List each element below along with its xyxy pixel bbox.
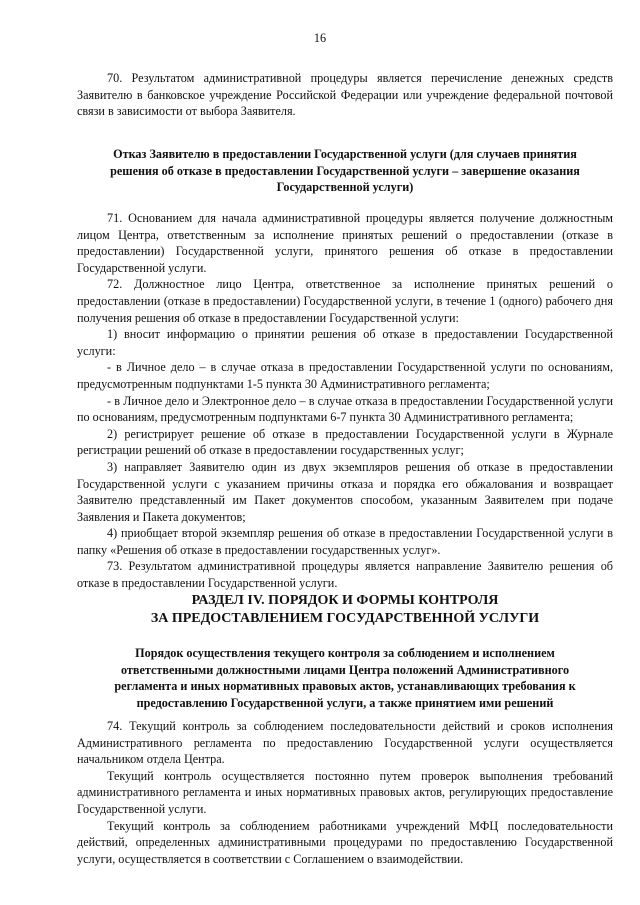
section-title-block: [77, 592, 613, 627]
section-title-line-1: РАЗДЕЛ IV. ПОРЯДОК И ФОРМЫ КОНТРОЛЯ: [191, 593, 499, 608]
heading-control-block: [92, 645, 598, 711]
paragraph-71: 71. Основанием для начала административной процедуры является получение должностным лицом Центра, ответственным за исполнение принятых решений о предоставлении (отказе в предоставлении) Государственной услуги, принятого решения об отказе в предоставлении Государственной услуги.: [77, 211, 613, 275]
heading-refusal-block: [100, 146, 590, 196]
paragraph-73: 73. Результатом административной процедуры является направление Заявителю решения об отказе в предоставлении Государственной услуги.: [77, 559, 613, 591]
paragraph-74-c: Текущий контроль за соблюдением работниками учреждений МФЦ последовательности действий, определенных административными процедурами по предоставлению Государственной услуги, осуществляется в соответствии с Соглашением о взаимодействии.: [77, 818, 613, 866]
paragraph-74-block: [77, 718, 613, 867]
paragraph-72-item-1a: - в Личное дело – в случае отказа в предоставлении Государственной услуги по основаниям, предусмотренным подпунктами 1-5 пункта 30 Административного регламента;: [77, 360, 613, 391]
paragraph-74: 74. Текущий контроль за соблюдением последовательности действий и сроков исполнения Административного регламента по предоставлению Государственной услуги осуществляется начальником отдела Центра.: [77, 719, 613, 767]
paragraph-72-item-3: 3) направляет Заявителю один из двух экземпляров решения об отказе в предоставлении Государственной услуги с указанием причины отказа и порядка его обжалования и возвращает Заявителю представленный им Пакет документов способом, указанным Заявителем при подаче Заявления и Пакета документов;: [77, 459, 613, 524]
heading-refusal: Отказ Заявителю в предоставлении Государственной услуги (для случаев принятия решения об отказе в предоставлении Государственной услуги – завершение оказания Государственной услуги): [110, 147, 580, 195]
paragraphs-71-73-block: [77, 210, 613, 592]
page-number: 16: [313, 31, 327, 45]
paragraph-70: 70. Результатом административной процедуры является перечисление денежных средств Заявителю в банковское учреждение Российской Федерации или учреждение федеральной почтовой связи в зависимости от выбора Заявителя.: [77, 71, 613, 119]
paragraph-72-item-4: 4) приобщает второй экземпляр решения об отказе в предоставлении Государственной услуги в папку «Решения об отказе в предоставлении государственных услуг».: [77, 526, 613, 557]
heading-control: Порядок осуществления текущего контроля за соблюдением и исполнением ответственными должностными лицами Центра положений Административного регламента и иных нормативных правовых актов, устанавливающих требования к предоставлению Государственной услуги, а также принятием ими решений: [114, 646, 576, 710]
section-title-line-2: ЗА ПРЕДОСТАВЛЕНИЕМ ГОСУДАРСТВЕННОЙ УСЛУГИ: [150, 610, 540, 626]
paragraph-72-item-1: 1) вносит информацию о принятии решения об отказе в предоставлении Государственной услуги:: [77, 327, 613, 358]
paragraph-72-item-1b: - в Личное дело и Электронное дело – в случае отказа в предоставлении Государственной услуги по основаниям, предусмотренным подпунктами 6-7 пункта 30 Административного регламента;: [77, 393, 613, 425]
paragraph-72: 72. Должностное лицо Центра, ответственное за исполнение принятых решений о предоставлении (отказе в предоставлении) Государственной услуги, в течение 1 (одного) рабочего дня получения решения об отказе в предоставлении Государственной услуги:: [77, 277, 613, 325]
paragraph-72-item-2: 2) регистрирует решение об отказе в предоставлении Государственной услуги в Журнале регистрации решений об отказе в предоставлении государственных услуг;: [77, 426, 613, 458]
paragraph-70-block: [77, 70, 613, 120]
paragraph-74-b: Текущий контроль осуществляется постоянно путем проверок выполнения требований административного регламента и иных нормативных правовых актов, регулирующих предоставление Государственной услуги.: [77, 768, 613, 816]
